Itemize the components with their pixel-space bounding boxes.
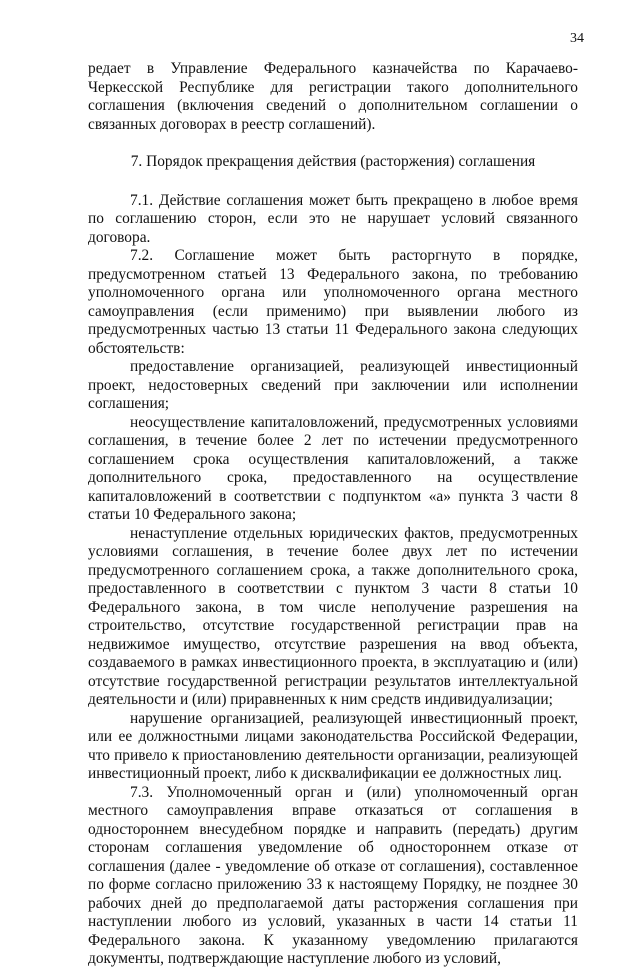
paragraph-item-false-info: предоставление организацией, реализующей инвестиционный проект, недостоверных сведений при заключении или исполнении соглашения; <box>88 358 578 412</box>
paragraph-7-3: 7.3. Уполномоченный орган и (или) уполномоченный орган местного самоуправления вправе отказаться от соглашения в одностороннем внесудебном порядке и направить (передать) другим сторонам соглашения уведомление об одностороннем отказе от соглашения (далее - уведомление об отказе от соглашения), составленное по форме согласно приложению 33 к настоящему Порядку, не позднее 30 рабочих дней до предполагаемой даты расторжения соглашения при наступлении любого из условий, указанных в части 14 статьи 11 Федерального закона. К указанному уведомлению прилагаются документы, подтверждающие наступление любого из условий, <box>88 783 578 967</box>
continuation-paragraph: редает в Управление Федерального казначейства по Карачаево-Черкесской Республике для регистрации такого дополнительного соглашения (включения сведений о дополнительном соглашении о связанных договорах в реестр соглашений). <box>88 60 578 133</box>
paragraph-7-1: 7.1. Действие соглашения может быть прекращено в любое время по соглашению сторон, если это не нарушает условий связанного договора. <box>88 191 578 246</box>
paragraph-7-2: 7.2. Соглашение может быть расторгнуто в порядке, предусмотренном статьей 13 Федерального закона, по требованию уполномоченного органа или уполномоченного органа местного самоуправления (если применимо) при выявлении любого из предусмотренных частью 13 статьи 11 Федерального закона следующих обстоятельств: <box>88 247 578 357</box>
section-heading: 7. Порядок прекращения действия (расторжения) соглашения <box>130 153 536 170</box>
paragraph-item-legal-facts: ненаступление отдельных юридических фактов, предусмотренных условиями соглашения, в течение более двух лет по истечении предусмотренного соглашением срока, а также дополнительного срока, предоставленного в соответствии с пунктом 3 части 8 статьи 10 Федерального закона, в том числе неполучение разрешения на строительство, отсутствие государственной регистрации прав на недвижимое имущество, отсутствие разрешения на ввод объекта, создаваемого в рамках инвестиционного проекта, в эксплуатацию и (или) отсутствие государственной регистрации результатов интеллектуальной деятельности и (или) приравненных к ним средств индивидуализации; <box>88 524 578 708</box>
document-body <box>88 60 578 969</box>
paragraph-item-no-investment: неосуществление капиталовложений, предусмотренных условиями соглашения, в течение более 2 лет по истечении предусмотренного соглашением срока осуществления капиталовложений, а также дополнительного срока, предоставленного на осуществление капиталовложений в соответствии с подпунктом «а» пункта 3 части 8 статьи 10 Федерального закона; <box>88 413 578 523</box>
page-number: 34 <box>570 31 584 46</box>
paragraph-item-violation: нарушение организацией, реализующей инвестиционный проект, или ее должностными лицами законодательства Российской Федерации, что привело к приостановлению деятельности организации, реализующей инвестиционный проект, либо к дисквалификации ее должностных лиц. <box>88 709 578 782</box>
